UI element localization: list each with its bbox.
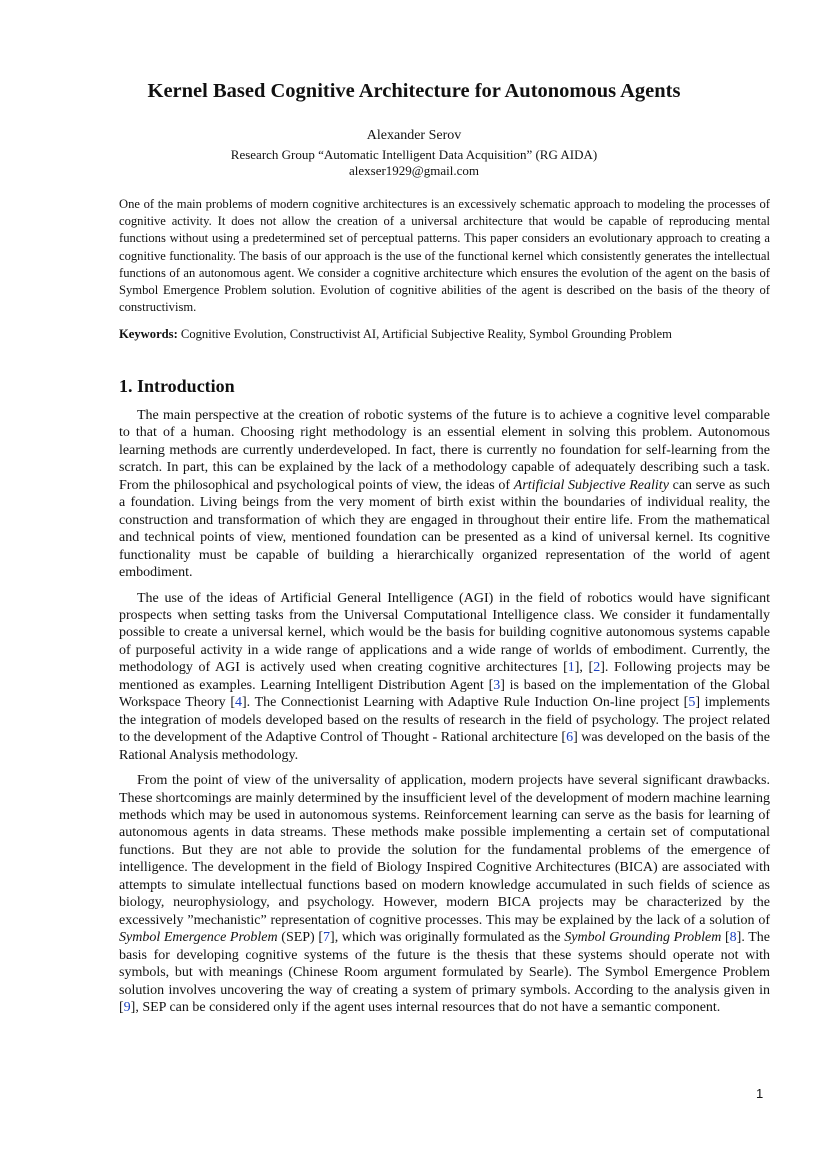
text-run: ]. The Connectionist Learning with Adaptive Rule Induction On-line project [	[242, 695, 689, 711]
citation-link-4[interactable]: 4	[235, 695, 242, 711]
citation-link-9[interactable]: 9	[123, 999, 131, 1015]
text-run: ]. Following projects may be mentioned as examples. Learning Intelligent Distribution Agent [	[119, 660, 770, 693]
italic-term: Symbol Emergence Problem	[119, 930, 278, 946]
text-run: ], [	[574, 660, 594, 676]
citation-link-1[interactable]: 1	[567, 660, 575, 676]
text-run: (SEP) [	[277, 930, 324, 946]
text-run: [	[721, 930, 730, 946]
paragraph-2	[119, 590, 770, 765]
citation-link-5[interactable]: 5	[688, 695, 696, 711]
keywords	[119, 326, 770, 343]
italic-term: Artificial Subjective Reality	[513, 477, 669, 493]
text-run: From the point of view of the universality of application, modern projects have several significant drawbacks. These shortcomings are mainly determined by the insufficient level of the development of modern machine learning methods which may be used in autonomous systems. Reinforcement learning can serve as the basis for learning of autonomous agents in data streams. These methods make possible implementing a certain set of computational functions. But they are not able to provide the solution for the fundamental problems of the emergence of intelligence. The development in the field of Biology Inspired Cognitive Architectures (BICA) are associated with attempts to simulate intellectual functions based on modern knowledge accumulated in such fields of science as biology, neurophysiology, and psychology. However, modern BICA projects may be characterized by the excessively ”mechanistic” representation of cognitive processes. This may be explained by the lack of a solution of	[119, 773, 770, 928]
paper-title: Kernel Based Cognitive Architecture for Autonomous Agents	[147, 80, 681, 102]
author-affiliation: Research Group “Automatic Intelligent Data Acquisition” (RG AIDA)	[230, 147, 598, 162]
text-run: ], SEP can be considered only if the agent uses internal resources that do not have a semantic component.	[130, 999, 721, 1015]
section-heading-introduction: 1. Introduction	[119, 376, 235, 396]
citation-link-8[interactable]: 8	[729, 930, 737, 946]
paragraph-3	[119, 772, 770, 1016]
text-run: can serve as such a foundation. Living beings from the very moment of birth exist within the boundaries of individual reality, the construction and transformation of which they are engaged in throughout their entire life. From the mathematical and technical points of view, mentioned foundation can be presented as a kind of universal kernel. Its cognitive functionality must be capable of building a hierarchically organized representation of the world of agent embodiment.	[119, 477, 770, 581]
text-run: The main perspective at the creation of robotic systems of the future is to achieve a cognitive level comparable to that of a human. Choosing right methodology is an essential element in solving this problem. Autonomous learning methods are currently underdeveloped. In fact, there is currently no foundation for self-learning from the scratch. In part, this can be explained by the lack of a methodology capable of adequately describing such a task. From the philosophical and psychological points of view, the ideas of	[119, 408, 770, 493]
citation-link-7[interactable]: 7	[323, 930, 331, 946]
author-name: Alexander Serov	[366, 128, 462, 143]
citation-link-6[interactable]: 6	[566, 730, 574, 746]
paragraph-1	[119, 407, 770, 582]
text-run: The use of the ideas of Artificial General Intelligence (AGI) in the field of robotics would have significant prospects when setting tasks from the Universal Computational Intelligence class. We consider it fundamentally possible to create a universal kernel, which would be the basis for building cognitive autonomous systems capable of purposeful activity in a wide range of applications and a wide range of worlds of embodiment. Currently, the methodology of AGI is actively used when creating cognitive architectures [	[119, 590, 770, 676]
text-run: ] is based on the implementation of the Global Workspace Theory [	[119, 677, 770, 711]
keywords-list: Cognitive Evolution, Constructivist AI, Artificial Subjective Reality, Symbol Grounding Problem	[177, 327, 672, 341]
author-email: alexser1929@gmail.com	[348, 163, 480, 178]
keywords-label: Keywords:	[119, 327, 178, 341]
page-number: 1	[756, 1086, 764, 1101]
text-run: ]. The basis for developing cognitive systems of the future is the thesis that these systems should operate not with symbols, but with meanings (Chinese Room argument formulated by Searle). The Symbol Emergence Problem solution involves uncovering the way of creating a system of primary symbols. According to the analysis given in [	[119, 930, 770, 1015]
text-run: ], which was originally formulated as the	[330, 930, 565, 946]
citation-link-2[interactable]: 2	[593, 660, 601, 676]
citation-link-3[interactable]: 3	[493, 677, 501, 693]
introduction-body	[119, 407, 770, 1024]
italic-term: Symbol Grounding Problem	[564, 930, 722, 946]
abstract: One of the main problems of modern cognitive architectures is an excessively schematic approach to modeling the processes of cognitive activity. It does not allow the creation of a universal architecture that would be capable of reproducing mental functions without using a predetermined set of perceptual patterns. This paper considers an evolutionary approach to creating a cognitive functionality. The basis of our approach is the use of the functional kernel which consistently generates the intellectual functions of an autonomous agent. We consider a cognitive architecture which ensures the evolution of the agent on the basis of Symbol Emergence Problem solution. Evolution of cognitive abilities of the agent is described on the basis of the theory of constructivism.	[119, 197, 770, 315]
text-run: ] implements the integration of models developed based on the results of research in the field of psychology. The project related to the development of the Adaptive Control of Thought - Rational architecture [	[119, 695, 770, 746]
text-run: ] was developed on the basis of the Rational Analysis methodology.	[119, 730, 770, 763]
